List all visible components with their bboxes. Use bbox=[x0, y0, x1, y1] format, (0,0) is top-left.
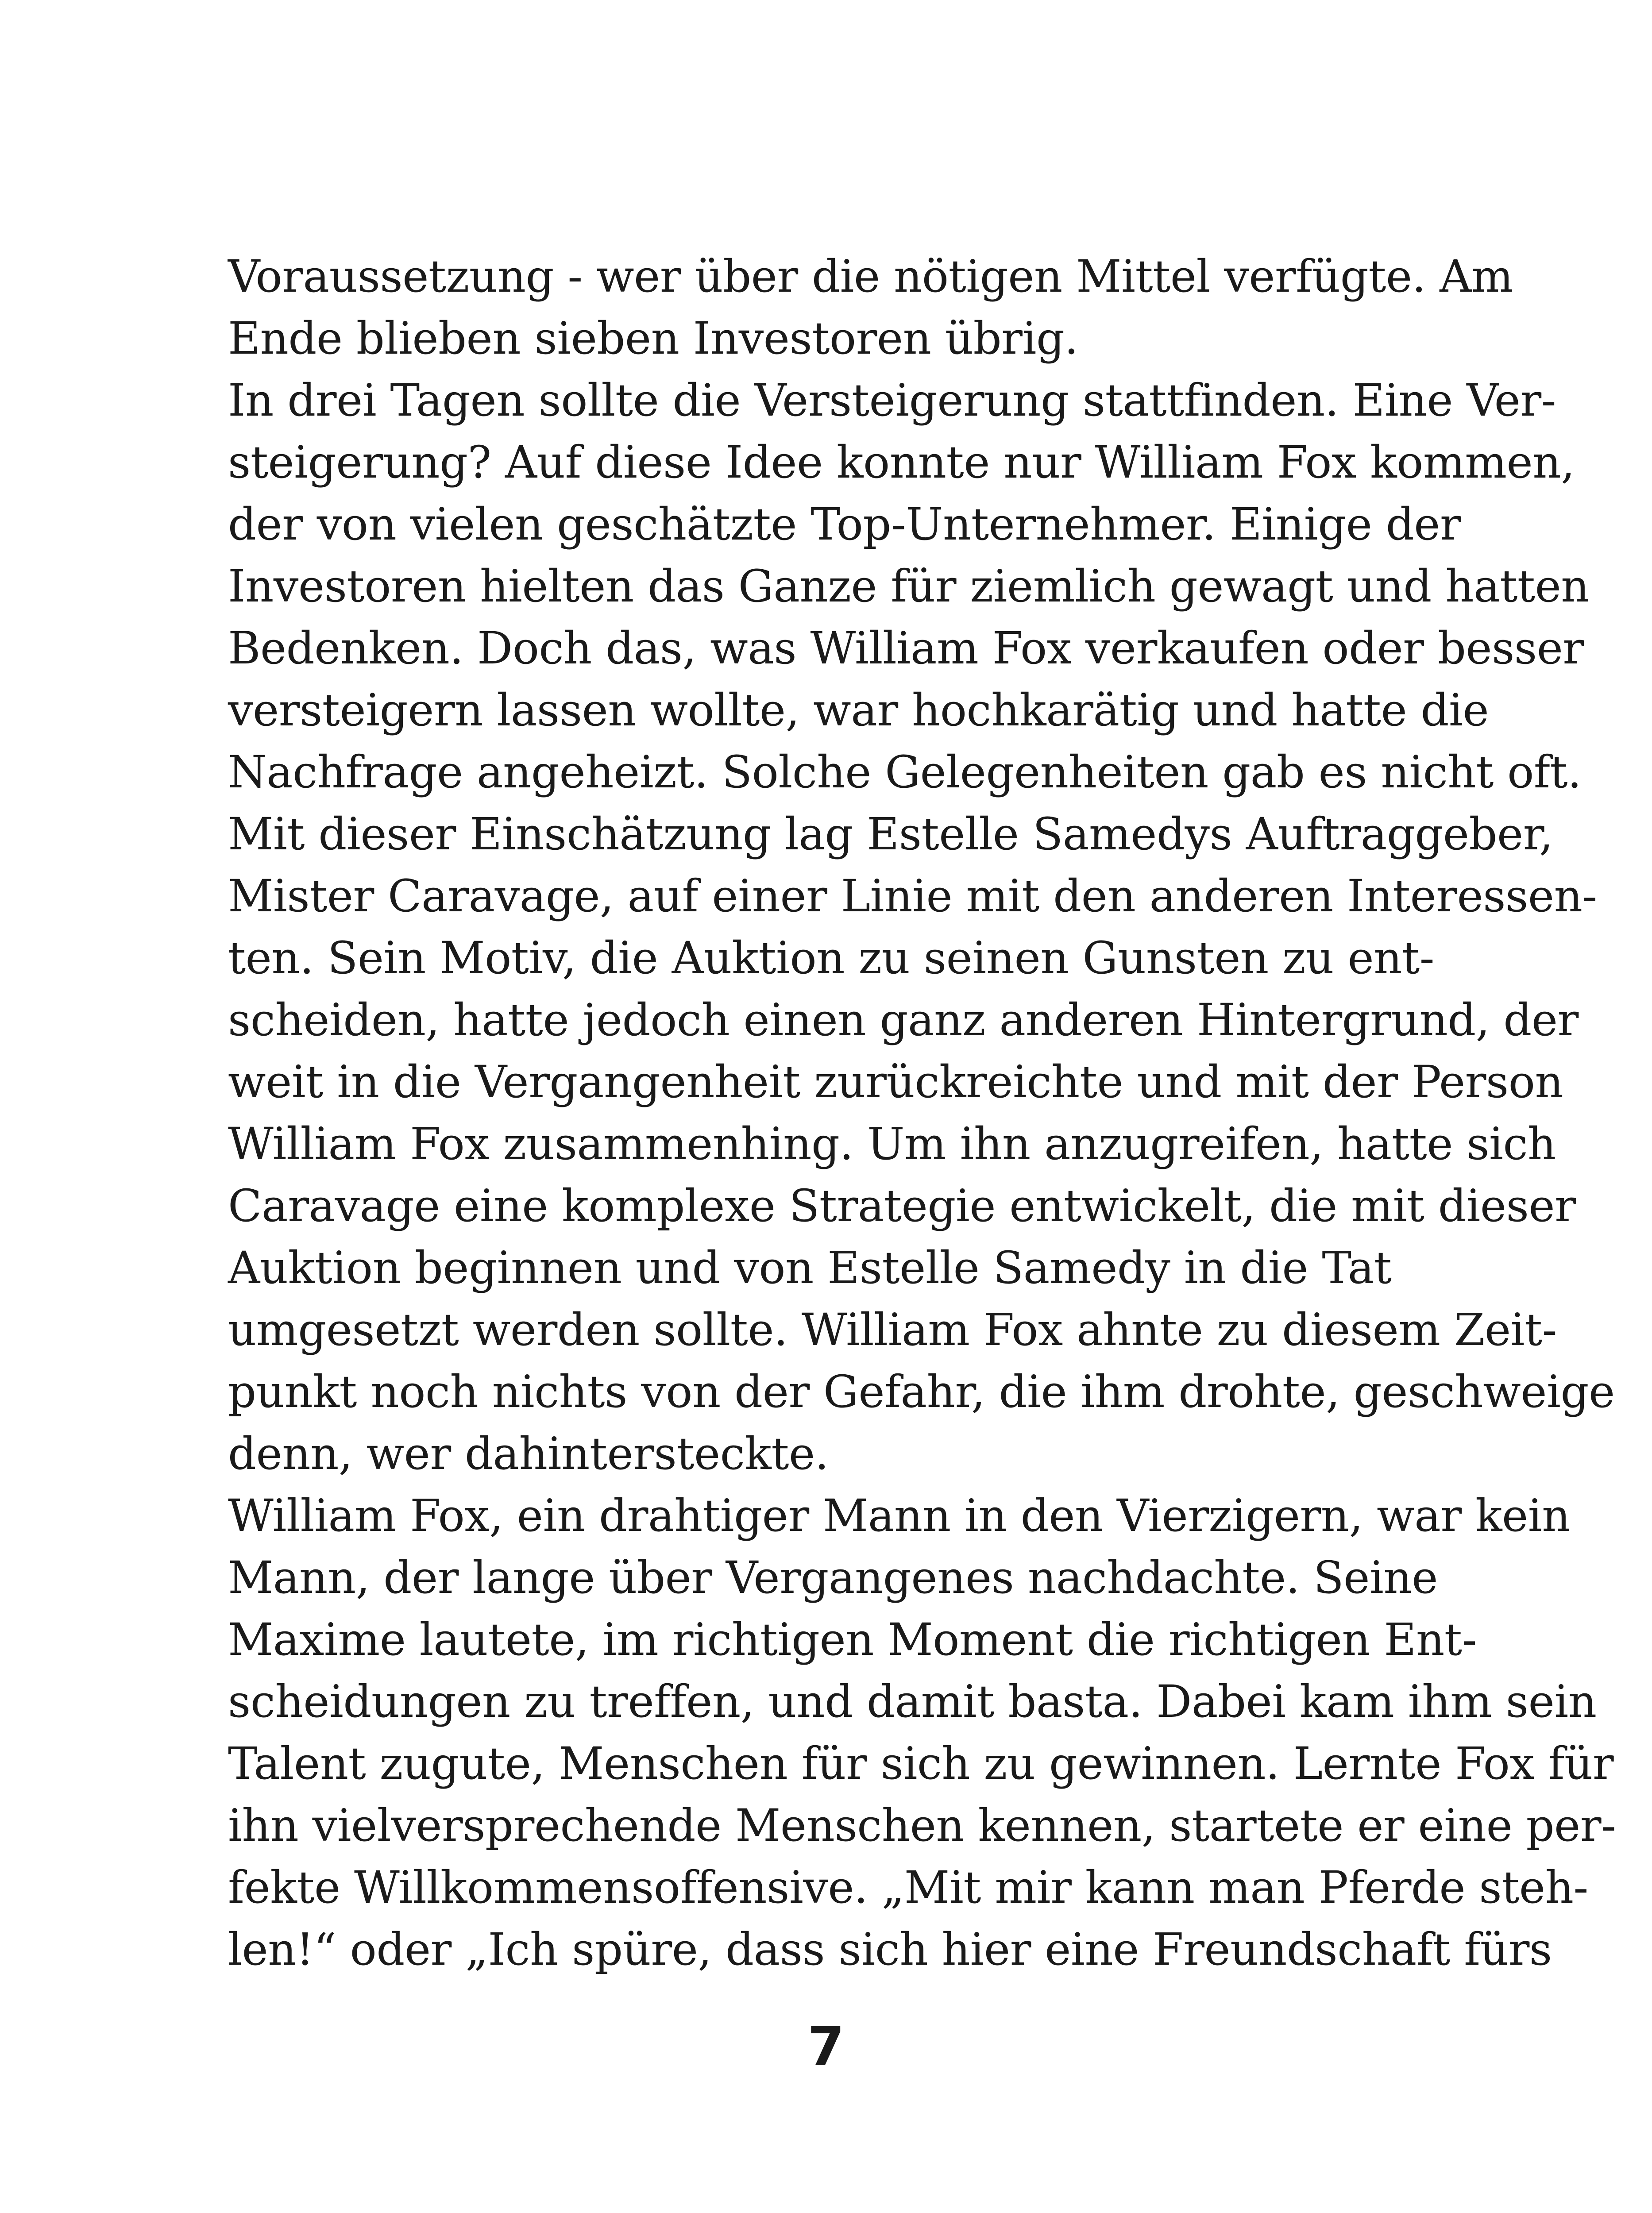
text-line: punkt noch nichts von der Gefahr, die ihm drohte, geschweige bbox=[228, 1366, 1615, 1418]
text-line: Mister Caravage, auf einer Linie mit den anderen Interessen- bbox=[228, 870, 1597, 922]
text-line: William Fox zusammenhing. Um ihn anzugreifen, hatte sich bbox=[228, 1118, 1556, 1170]
text-line: fekte Willkommensoffensive. „Mit mir kann man Pferde steh- bbox=[228, 1862, 1588, 1913]
text-line: Mann, der lange über Vergangenes nachdachte. Seine bbox=[228, 1552, 1438, 1604]
text-line: len!“ oder „Ich spüre, dass sich hier eine Freundschaft fürs bbox=[228, 1924, 1552, 1975]
text-line: William Fox, ein drahtiger Mann in den Vierzigern, war kein bbox=[228, 1490, 1571, 1542]
text-line: Voraussetzung - wer über die nötigen Mittel verfügte. Am bbox=[228, 251, 1513, 302]
text-line: Auktion beginnen und von Estelle Samedy in die Tat bbox=[228, 1242, 1392, 1294]
text-line: Bedenken. Doch das, was William Fox verkaufen oder besser bbox=[228, 622, 1584, 674]
body-text bbox=[228, 246, 1616, 1981]
text-line: Maxime lautete, im richtigen Moment die richtigen Ent- bbox=[228, 1614, 1477, 1666]
text-line: umgesetzt werden sollte. William Fox ahnte zu diesem Zeit- bbox=[228, 1304, 1557, 1356]
text-line: Nachfrage angeheizt. Solche Gelegenheiten gab es nicht oft. bbox=[228, 746, 1582, 798]
text-line: Talent zugute, Menschen für sich zu gewinnen. Lernte Fox für bbox=[228, 1738, 1614, 1789]
text-line: weit in die Vergangenheit zurückreichte und mit der Person bbox=[228, 1056, 1563, 1108]
text-line: der von vielen geschätzte Top-Unternehmer. Einige der bbox=[228, 498, 1461, 550]
text-line: ten. Sein Motiv, die Auktion zu seinen Gunsten zu ent- bbox=[228, 932, 1435, 984]
text-line: scheidungen zu treffen, und damit basta. Dabei kam ihm sein bbox=[228, 1676, 1597, 1727]
text-line: steigerung? Auf diese Idee konnte nur William Fox kommen, bbox=[228, 436, 1575, 488]
page-number: 7 bbox=[807, 2016, 845, 2078]
text-line: scheiden, hatte jedoch einen ganz anderen Hintergrund, der bbox=[228, 994, 1579, 1046]
text-line: Investoren hielten das Ganze für ziemlich gewagt und hatten bbox=[228, 560, 1590, 612]
text-line: Ende blieben sieben Investoren übrig. bbox=[228, 312, 1078, 364]
text-line: Mit dieser Einschätzung lag Estelle Samedys Auftraggeber, bbox=[228, 808, 1553, 860]
text-line: versteigern lassen wollte, war hochkarätig und hatte die bbox=[228, 684, 1489, 736]
text-line: Caravage eine komplexe Strategie entwickelt, die mit dieser bbox=[228, 1180, 1576, 1232]
text-line: ihn vielversprechende Menschen kennen, startete er eine per- bbox=[228, 1800, 1616, 1851]
text-line: In drei Tagen sollte die Versteigerung stattfinden. Eine Ver- bbox=[228, 374, 1556, 426]
text-line: denn, wer dahintersteckte. bbox=[228, 1428, 829, 1480]
